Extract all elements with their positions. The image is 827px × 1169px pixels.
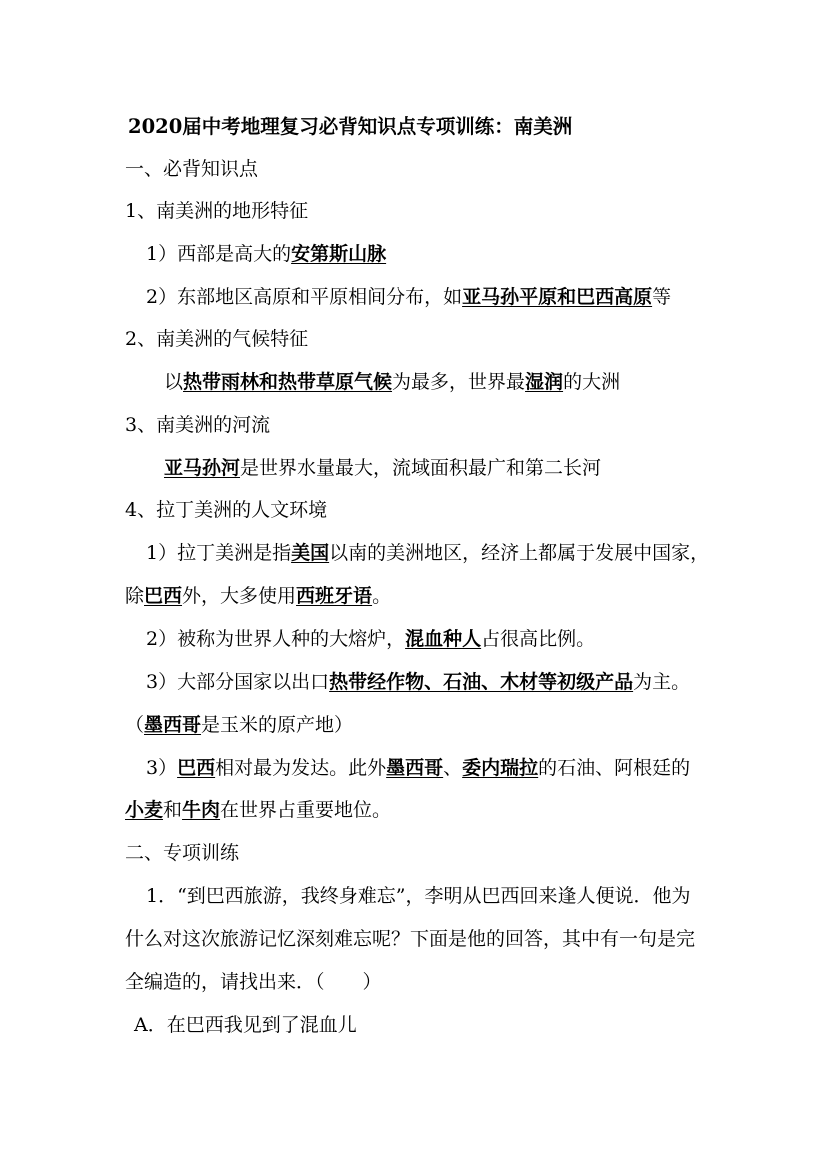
paragraph-rivers (164, 455, 827, 481)
text: 1）拉丁美洲是指 (146, 542, 292, 564)
question-1-option-a: A．在巴西我见到了混血儿 (134, 1014, 357, 1036)
keyword: 巴西 (144, 585, 183, 607)
text: 为主。 (633, 671, 691, 693)
keyword: 巴西 (177, 757, 216, 779)
keyword: 热带经作物、石油、木材等初级产品 (329, 671, 634, 693)
heading-climate: 2、南美洲的气候特征 (125, 328, 309, 350)
paragraph-latin-america-4-cont (125, 797, 827, 823)
text: 是世界水量最大，流域面积最广和第二长河 (240, 457, 602, 479)
text: 外，大多使用 (182, 585, 297, 607)
text: 3）大部分国家以出口 (146, 671, 330, 693)
document-title: 2020届中考地理复习必背知识点专项训练：南美洲 (128, 115, 573, 138)
paragraph-latin-america-3-note (125, 712, 827, 738)
text: 等 (652, 286, 672, 308)
text: 和 (163, 799, 183, 821)
heading-rivers: 3、南美洲的河流 (125, 414, 271, 436)
question-1-line-3: 全编造的，请找出来．（ ） (125, 971, 382, 993)
text: 除 (125, 585, 145, 607)
text: 的大洲 (563, 371, 621, 393)
keyword: 委内瑞拉 (462, 757, 539, 779)
keyword: 混血种人 (405, 628, 482, 650)
keyword: 亚马孙平原和巴西高原 (462, 286, 653, 308)
paragraph-terrain-east (146, 284, 827, 310)
keyword: 湿润 (525, 371, 564, 393)
keyword: 热带雨林和热带草原气候 (183, 371, 393, 393)
text: 、 (443, 757, 463, 779)
keyword: 墨西哥 (386, 757, 444, 779)
paragraph-terrain-west (146, 241, 827, 267)
text: 占很高比例。 (481, 628, 596, 650)
text: 1）西部是高大的 (146, 243, 292, 265)
text: 2）被称为世界人种的大熔炉， (146, 628, 406, 650)
text: 是玉米的原产地） (201, 714, 354, 736)
keyword: 墨西哥 (144, 714, 202, 736)
keyword: 牛肉 (182, 799, 221, 821)
paragraph-latin-america-4 (146, 755, 827, 781)
paragraph-climate (164, 369, 827, 395)
text: 以南的美洲地区，经济上都属于发展中国家， (329, 542, 710, 564)
paragraph-latin-america-1-cont (125, 583, 827, 609)
question-1-line-1: 1．“到巴西旅游，我终身难忘”，李明从巴西回来逢人便说．他为 (146, 885, 691, 907)
text: 在世界占重要地位。 (220, 799, 392, 821)
keyword: 西班牙语 (296, 585, 373, 607)
keyword: 小麦 (125, 799, 164, 821)
keyword: 亚马孙河 (164, 457, 241, 479)
paragraph-latin-america-2 (146, 626, 827, 652)
text: 。 (372, 585, 392, 607)
paragraph-latin-america-3 (146, 669, 827, 695)
keyword: 美国 (291, 542, 330, 564)
paragraph-latin-america-1 (146, 540, 827, 566)
text: 以 (164, 371, 184, 393)
text: 相对最为发达。此外 (215, 757, 387, 779)
section-heading-practice: 二、专项训练 (125, 842, 240, 864)
heading-terrain: 1、南美洲的地形特征 (125, 200, 309, 222)
question-1-line-2: 什么对这次旅游记忆深刻难忘呢？下面是他的回答，其中有一句是完 (125, 928, 696, 950)
heading-human-environment: 4、拉丁美洲的人文环境 (125, 499, 328, 521)
text: （ (125, 714, 145, 736)
text: 2）东部地区高原和平原相间分布，如 (146, 286, 463, 308)
section-heading-knowledge: 一、必背知识点 (125, 158, 259, 180)
text: 的石油、阿根廷的 (538, 757, 691, 779)
text: 为最多，世界最 (392, 371, 526, 393)
text: 3） (146, 757, 178, 779)
keyword: 安第斯山脉 (291, 243, 387, 265)
